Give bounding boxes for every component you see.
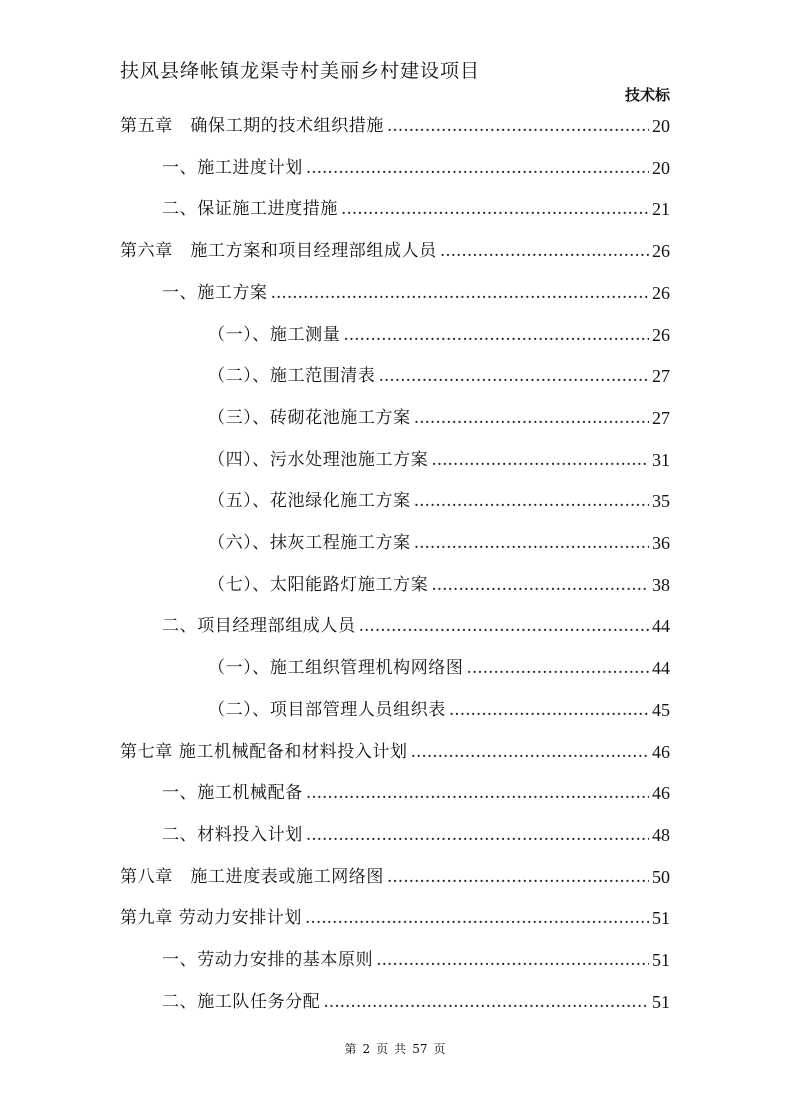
toc-leader-dots [467, 658, 650, 678]
toc-entry-label: （三）、砖砌花池施工方案 [208, 407, 411, 428]
toc-entry-page: 46 [652, 783, 670, 804]
toc-leader-dots [449, 700, 649, 720]
toc-leader-dots [387, 116, 649, 136]
toc-entry-label: （一）、施工测量 [208, 324, 341, 345]
toc-entry[interactable] [120, 191, 670, 219]
toc-entry[interactable] [120, 775, 670, 803]
toc-entry[interactable] [120, 317, 670, 345]
toc-entry[interactable] [120, 275, 670, 303]
toc-entry-page: 36 [652, 533, 670, 553]
toc-entry[interactable] [120, 650, 670, 678]
toc-entry[interactable] [120, 400, 670, 428]
toc-entry-page: 44 [652, 658, 670, 679]
toc-entry-page: 20 [652, 116, 670, 136]
toc-entry-label: （一）、施工组织管理机构网络图 [208, 658, 464, 679]
toc-entry-label: （七）、太阳能路灯施工方案 [208, 574, 429, 595]
toc-entry-label: 第八章 施工进度表或施工网络图 [120, 866, 384, 887]
toc-leader-dots [431, 575, 649, 595]
toc-leader-dots [431, 450, 649, 470]
toc-entry-page: 38 [652, 574, 670, 595]
toc-entry-page: 51 [652, 908, 670, 929]
toc-entry-label: 第九章 劳动力安排计划 [120, 908, 303, 929]
toc-entry[interactable] [120, 734, 670, 762]
toc-entry-label: 第七章 施工机械配备和材料投入计划 [120, 741, 408, 762]
toc-leader-dots [323, 992, 649, 1012]
toc-entry[interactable] [120, 692, 670, 720]
toc-entry[interactable] [120, 567, 670, 595]
document-header-title: 扶风县绛帐镇龙渠寺村美丽乡村建设项目 [120, 60, 481, 82]
toc-entry-label: （二）、施工范围清表 [208, 366, 376, 387]
toc-leader-dots [414, 533, 649, 553]
toc-entry-label: 一、施工方案 [162, 282, 268, 303]
toc-entry[interactable] [120, 150, 670, 178]
toc-entry-label: （二）、项目部管理人员组织表 [208, 699, 446, 720]
footer-page-word: 页 [376, 1042, 389, 1056]
footer-prefix: 第 [344, 1042, 357, 1056]
toc-entry-label: 二、保证施工进度措施 [162, 199, 338, 220]
toc-entry-label: （五）、花池绿化施工方案 [208, 491, 411, 512]
toc-leader-dots [411, 742, 649, 762]
toc-entry[interactable] [120, 608, 670, 636]
toc-entry-page: 46 [652, 741, 670, 762]
toc-entry[interactable] [120, 108, 670, 136]
toc-leader-dots [341, 199, 649, 219]
toc-entry-page: 31 [652, 449, 670, 470]
toc-leader-dots [414, 491, 649, 511]
document-header-tag: 技术标 [624, 86, 670, 104]
toc-entry-label: 二、材料投入计划 [162, 824, 303, 845]
toc-entry-label: 第六章 施工方案和项目经理部组成人员 [120, 241, 437, 262]
toc-entry-page: 44 [652, 616, 670, 637]
toc-leader-dots [414, 408, 649, 428]
toc-entry-label: 一、施工机械配备 [162, 783, 303, 804]
toc-entry-label: 一、施工进度计划 [162, 157, 303, 178]
footer-total-word: 共 [394, 1042, 407, 1056]
toc-entry-page: 50 [652, 866, 670, 887]
toc-entry-page: 26 [652, 324, 670, 345]
toc-leader-dots [306, 825, 649, 845]
toc-entry-page: 48 [652, 824, 670, 845]
toc-entry-page: 51 [652, 991, 670, 1012]
toc-entry[interactable] [120, 525, 670, 553]
toc-leader-dots [440, 241, 649, 261]
toc-leader-dots [387, 867, 649, 887]
toc-leader-dots [305, 908, 649, 928]
toc-entry-page: 27 [652, 407, 670, 428]
toc-entry[interactable] [120, 442, 670, 470]
footer-current-page: 2 [362, 1042, 371, 1056]
toc-entry-label: 一、劳动力安排的基本原则 [162, 950, 374, 970]
toc-entry-page: 45 [652, 699, 670, 720]
toc-entry-page: 26 [652, 241, 670, 262]
toc-leader-dots [306, 783, 649, 803]
page-footer [0, 1040, 790, 1057]
toc-entry-label: （六）、抹灰工程施工方案 [208, 533, 411, 553]
toc-entry-page: 35 [652, 491, 670, 512]
toc-leader-dots [271, 283, 649, 303]
toc-leader-dots [376, 950, 649, 970]
toc-entry-label: （四）、污水处理池施工方案 [208, 449, 429, 470]
toc-leader-dots [379, 366, 650, 386]
toc-entry-page: 21 [652, 199, 670, 220]
footer-total-pages: 57 [412, 1042, 428, 1056]
toc-leader-dots [343, 325, 649, 345]
toc-entry[interactable] [120, 483, 670, 511]
toc-entry-label: 第五章 确保工期的技术组织措施 [120, 116, 384, 136]
toc-entry[interactable] [120, 817, 670, 845]
toc-entry[interactable] [120, 358, 670, 386]
toc-entry[interactable] [120, 900, 670, 928]
toc-entry-page: 27 [652, 366, 670, 387]
toc-leader-dots [359, 616, 649, 636]
toc-entry-label: 二、施工队任务分配 [162, 991, 321, 1012]
toc-entry-page: 51 [652, 950, 670, 970]
footer-suffix: 页 [433, 1042, 446, 1056]
toc-entry-page: 26 [652, 282, 670, 303]
toc-entry-page: 20 [652, 157, 670, 178]
toc-leader-dots [306, 158, 649, 178]
toc-entry-label: 二、项目经理部组成人员 [162, 616, 356, 637]
toc-entry[interactable] [120, 984, 670, 1012]
toc-entry[interactable] [120, 233, 670, 261]
toc-entry[interactable] [120, 859, 670, 887]
toc-entry[interactable] [120, 942, 670, 970]
